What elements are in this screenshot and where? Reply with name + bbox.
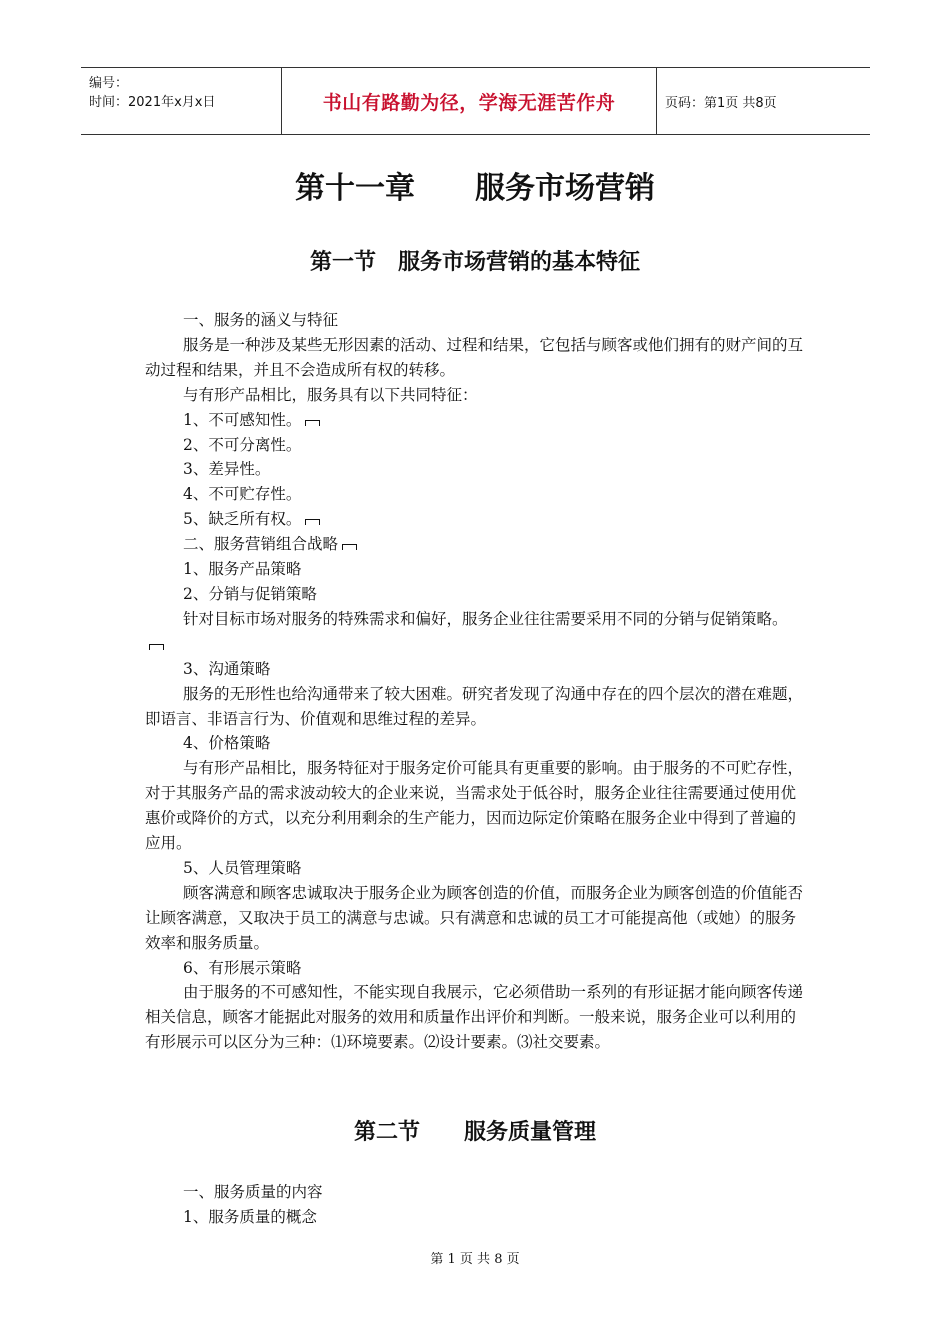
subheading: 6、有形展示策略: [183, 958, 302, 977]
paragraph: 针对目标市场对服务的特殊需求和偏好，服务企业往往需要采用不同的分销与促销策略。: [145, 607, 805, 657]
chapter-title: 第十一章 服务市场营销: [295, 171, 655, 206]
heading-2: 二、服务营销组合战略: [145, 532, 805, 557]
time-label: 时间：2021年x月x日: [89, 95, 216, 110]
heading-1: 一、服务的涵义与特征: [183, 311, 339, 329]
motto: 书山有路勤为径，学海无涯苦作舟: [322, 91, 616, 114]
page-info: 页码：第1页 共8页: [665, 95, 777, 111]
list-item: 2、不可分离性。: [183, 435, 302, 454]
list-item: 4、不可贮存性。: [183, 485, 302, 504]
comment-mark-icon: [342, 544, 357, 550]
comment-mark-icon: [149, 644, 164, 650]
section-1-body: [145, 308, 805, 1055]
paragraph: 顾客满意和顾客忠诚取决于服务企业为顾客创造的价值，而服务企业为顾客创造的价值能否让顾客满意，又取决于员工的满意与忠诚。只有满意和忠诚的员工才可能提高他（或她）的服务效率和服务质量。: [145, 883, 804, 952]
section-title-1: 第一节 服务市场营销的基本特征: [309, 250, 640, 275]
subheading: 1、服务产品策略: [183, 560, 302, 579]
number-label: 编号：: [89, 76, 129, 91]
header-meta: [81, 68, 282, 134]
comment-mark-icon: [305, 519, 320, 525]
header-page-cell: [657, 68, 870, 134]
section-2-body: [145, 1180, 805, 1230]
paragraph: 服务的无形性也给沟通带来了较大困难。研究者发现了沟通中存在的四个层次的潜在难题，即语言、非语言行为、价值观和思维过程的差异。: [145, 684, 804, 728]
paragraph: 与有形产品相比，服务特征对于服务定价可能具有更重要的影响。由于服务的不可贮存性，对于其服务产品的需求波动较大的企业来说，当需求处于低谷时，服务企业往往需要通过使用优惠价或降价的方式，以充分利用剩余的生产能力，因而边际定价策略在服务企业中得到了普遍的应用。: [145, 759, 804, 853]
section-title-2: 第二节 服务质量管理: [353, 1120, 596, 1145]
subheading: 4、价格策略: [183, 734, 271, 753]
header-motto-cell: [282, 68, 657, 134]
paragraph: 由于服务的不可感知性，不能实现自我展示，它必须借助一系列的有形证据才能向顾客传递相关信息，顾客才能据此对服务的效用和质量作出评价和判断。一般来说，服务企业可以利用的有形展示可以区分为三种：⑴环境要素。⑵设计要素。⑶社交要素。: [145, 983, 804, 1052]
subheading: 2、分销与促销策略: [183, 584, 317, 603]
subheading: 5、人员管理策略: [183, 858, 302, 877]
page-header: [81, 67, 870, 135]
page-footer: 第 1 页 共 8 页: [430, 1252, 520, 1267]
paragraph: 服务是一种涉及某些无形因素的活动、过程和结果，它包括与顾客或他们拥有的财产间的互动过程和结果，并且不会造成所有权的转移。: [145, 335, 804, 379]
list-item: 5、缺乏所有权。: [145, 507, 805, 532]
comment-mark-icon: [305, 420, 320, 426]
list-item: 3、差异性。: [183, 460, 271, 479]
list-item: 1、不可感知性。: [145, 408, 805, 433]
subheading: 3、沟通策略: [183, 659, 271, 678]
paragraph: 与有形产品相比，服务具有以下共同特征：: [183, 385, 478, 404]
heading-1: 一、服务质量的内容: [183, 1183, 323, 1201]
subheading: 1、服务质量的概念: [183, 1207, 317, 1226]
